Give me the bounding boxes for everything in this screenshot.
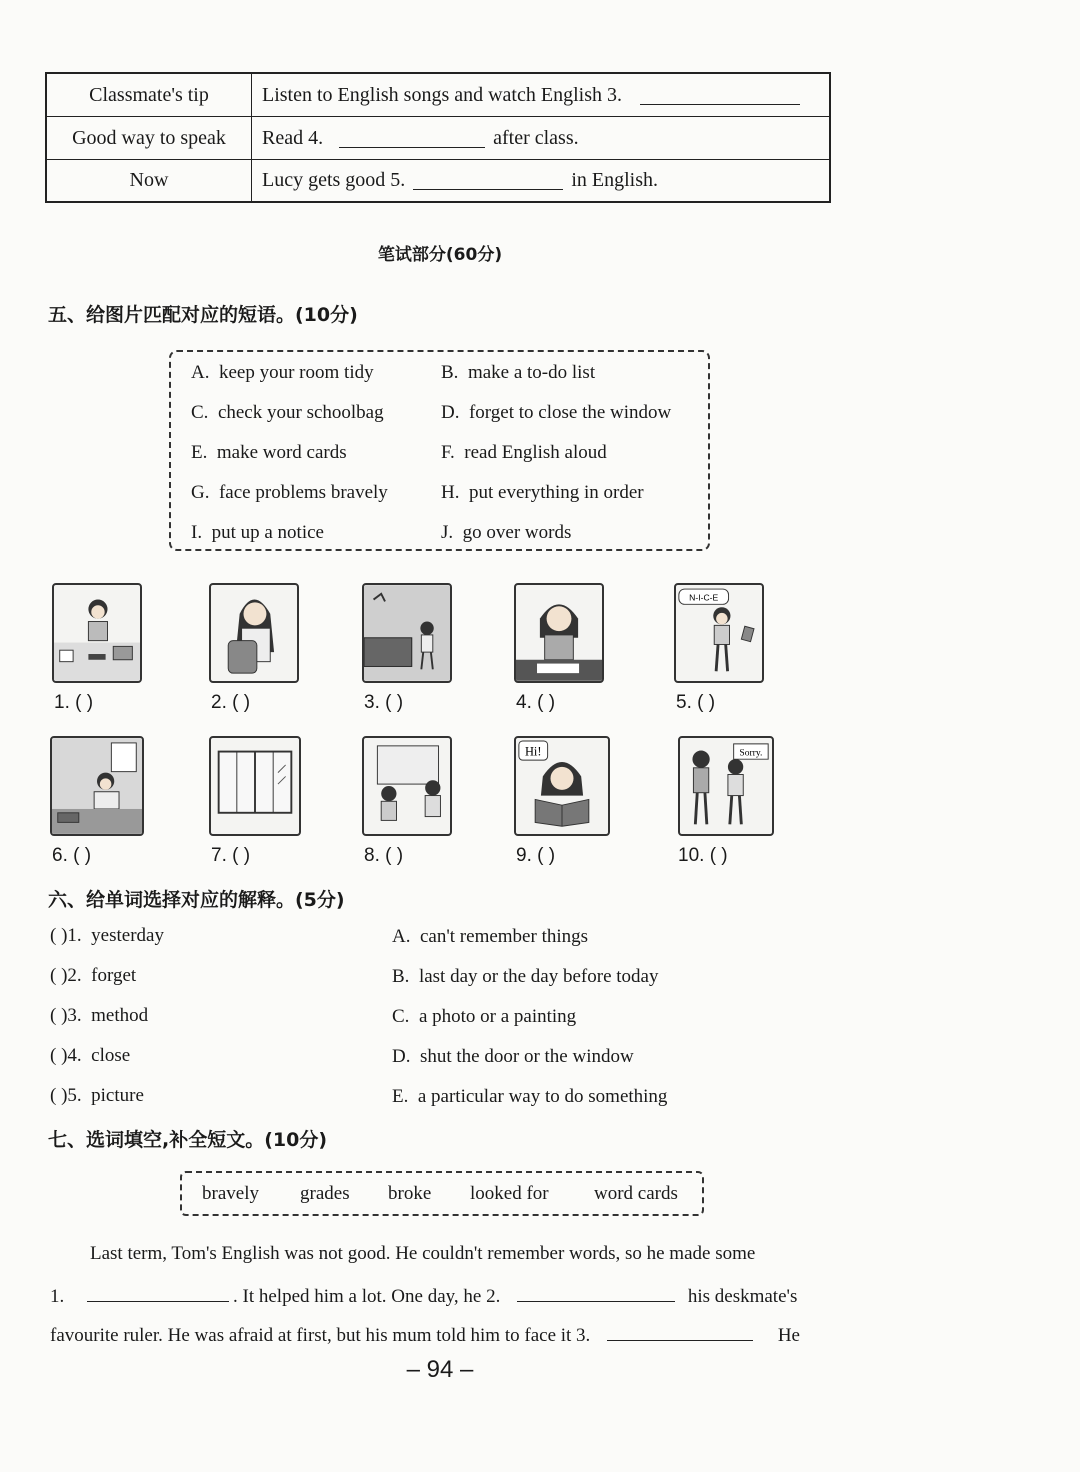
- row-text: Read 4.: [262, 126, 324, 149]
- word-item: ( )2. forget: [50, 965, 137, 986]
- word-item: ( )3. method: [50, 1005, 149, 1026]
- picture-7-window: [209, 736, 301, 836]
- sign-text: N-I-C-E: [689, 592, 719, 603]
- word-bank-item: bravely: [202, 1183, 259, 1204]
- section-6-heading: 六、给单词选择对应的解释。(5分): [48, 889, 345, 911]
- bubble-text: Hi!: [524, 744, 542, 759]
- picture-2-schoolbag: [209, 583, 299, 683]
- row-label: Now: [47, 160, 252, 201]
- page-number: – 94 –: [406, 1356, 474, 1383]
- word-item: ( )4. close: [50, 1045, 131, 1066]
- window-illustration: [211, 738, 299, 834]
- phrase-item: J. go over words: [441, 522, 572, 543]
- phrase-item: E. make word cards: [191, 442, 347, 463]
- table-row: [47, 117, 829, 160]
- answer-blank-1[interactable]: [87, 1283, 229, 1302]
- phrase-box: [169, 350, 710, 551]
- row-text: Lucy gets good 5.: [262, 169, 406, 191]
- girl-with-backpack-illustration: [211, 585, 297, 681]
- passage-line-2: [50, 1283, 797, 1308]
- phrase-item: H. put everything in order: [441, 482, 644, 503]
- boy-with-card-illustration: [676, 585, 762, 681]
- word-item: ( )1. yesterday: [50, 925, 164, 946]
- picture-8-notice: [362, 736, 452, 836]
- section-7-heading: 七、选词填空,补全短文。(10分): [48, 1129, 328, 1151]
- boy-in-bedroom-illustration: [364, 585, 450, 681]
- definition-item: B. last day or the day before today: [392, 966, 659, 987]
- phrase-item: A. keep your room tidy: [191, 362, 374, 383]
- word-bank: [180, 1171, 704, 1216]
- picture-1-room-tidy: [52, 583, 142, 683]
- picture-label: 7. ( ): [211, 845, 251, 866]
- definition-item: A. can't remember things: [392, 926, 589, 947]
- phrase-item: F. read English aloud: [441, 442, 607, 463]
- row-text: Listen to English songs and watch English 3.: [262, 83, 622, 106]
- row-text-after: in English.: [571, 169, 658, 191]
- picture-label: 9. ( ): [516, 845, 556, 866]
- table-row: [47, 74, 829, 117]
- phrase-item: B. make a to-do list: [441, 362, 596, 383]
- girl-at-desk-illustration: [54, 585, 140, 681]
- phrase-item: G. face problems bravely: [191, 482, 388, 503]
- word-bank-item: word cards: [594, 1183, 678, 1204]
- word-bank-item: grades: [300, 1183, 350, 1204]
- picture-label: 6. ( ): [52, 845, 92, 866]
- passage-text: his deskmate's: [687, 1286, 798, 1307]
- definition-item: C. a photo or a painting: [392, 1006, 577, 1027]
- written-section-title: 笔试部分(60分): [377, 245, 503, 265]
- definition-item: D. shut the door or the window: [392, 1046, 634, 1067]
- bubble-text: Sorry.: [739, 747, 763, 759]
- word-bank-item: looked for: [470, 1183, 549, 1204]
- definition-item: E. a particular way to do something: [392, 1086, 668, 1107]
- picture-9-reading: [514, 736, 610, 836]
- picture-label: 10. ( ): [678, 845, 728, 866]
- phrase-item: D. forget to close the window: [441, 402, 672, 423]
- row-content: [262, 74, 808, 116]
- row-text-after: after class.: [493, 126, 579, 149]
- picture-label: 1. ( ): [54, 692, 94, 713]
- blank-number: 1.: [50, 1286, 65, 1307]
- passage-text: favourite ruler. He was afraid at first, but his mum told him to face it 3.: [50, 1325, 591, 1346]
- picture-label: 4. ( ): [516, 692, 556, 713]
- two-girls-apology-illustration: [680, 738, 772, 834]
- passage-text: He: [777, 1325, 800, 1346]
- boy-studying-illustration: [52, 738, 142, 834]
- phrase-item: C. check your schoolbag: [191, 402, 384, 423]
- answer-blank-2[interactable]: [517, 1283, 675, 1302]
- word-bank-item: broke: [388, 1183, 432, 1204]
- tip-table: [45, 72, 831, 203]
- answer-blank-4[interactable]: [339, 129, 485, 148]
- section-5-heading: 五、给图片匹配对应的短语。(10分): [48, 304, 358, 326]
- row-content: [262, 160, 658, 201]
- picture-3-room: [362, 583, 452, 683]
- passage-line-1: Last term, Tom's English was not good. He couldn't remember words, so he made some: [90, 1243, 756, 1264]
- picture-6-desk: [50, 736, 144, 836]
- word-item: ( )5. picture: [50, 1085, 144, 1106]
- picture-label: 8. ( ): [364, 845, 404, 866]
- table-row: [47, 160, 829, 201]
- picture-4-read-aloud: [514, 583, 604, 683]
- picture-5-word-cards: [674, 583, 764, 683]
- picture-10-sorry: [678, 736, 774, 836]
- row-content: [262, 117, 579, 159]
- picture-label: 2. ( ): [211, 692, 251, 713]
- answer-blank-3[interactable]: [640, 86, 800, 105]
- phrase-item: I. put up a notice: [191, 522, 324, 543]
- answer-blank-3[interactable]: [607, 1322, 753, 1341]
- girl-reading-book-illustration: [516, 738, 608, 834]
- picture-label: 3. ( ): [364, 692, 404, 713]
- picture-label: 5. ( ): [676, 692, 716, 713]
- passage-text: . It helped him a lot. One day, he 2.: [233, 1286, 501, 1307]
- row-label: Classmate's tip: [47, 74, 252, 116]
- row-label: Good way to speak: [47, 117, 252, 159]
- kids-putting-up-notice-illustration: [364, 738, 450, 834]
- passage-line-3: [50, 1322, 800, 1347]
- answer-blank-5[interactable]: [413, 171, 563, 190]
- girl-pointing-illustration: [516, 585, 602, 681]
